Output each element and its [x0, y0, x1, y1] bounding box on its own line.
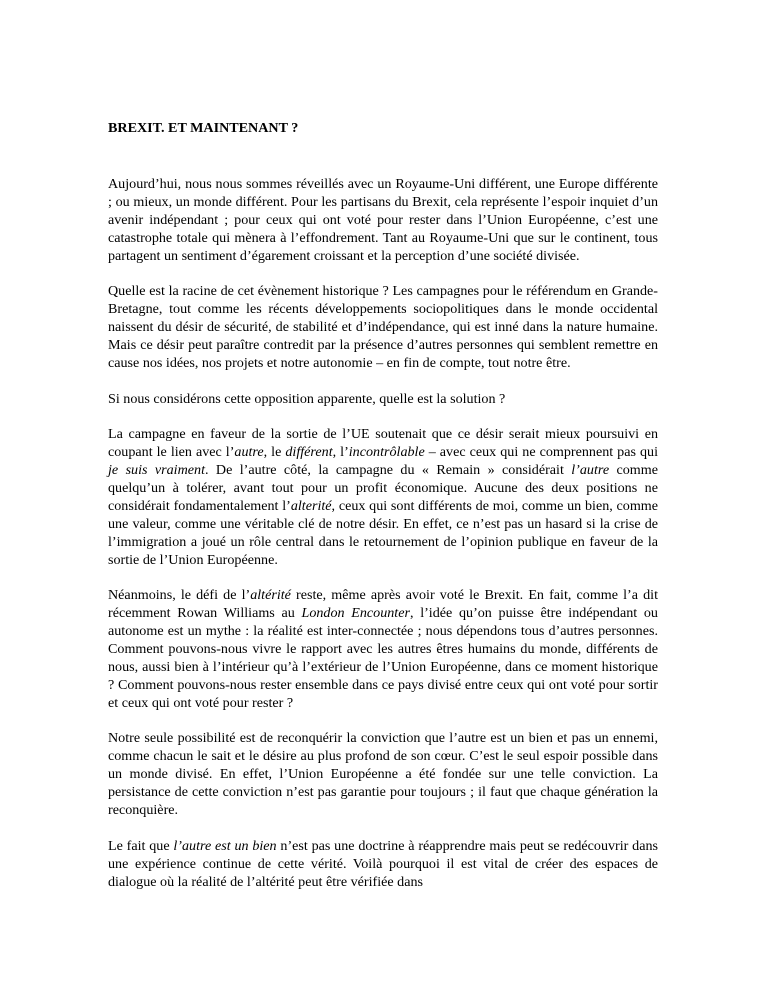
italic-text: l’autre est un bien — [173, 837, 277, 854]
italic-text: alterité — [290, 497, 332, 514]
paragraph — [108, 837, 658, 891]
paragraph-text: Si nous considérons cette opposition apparente, quelle est la solution ? — [108, 390, 506, 407]
paragraph-text: n’est pas une doctrine à réapprendre mais peut se redécouvrir dans une expérience continue de cette vérité. Voilà pourquoi il est vital de créer des espaces de dialogue où la réalité de l’altérité peut être vérifiée dans — [108, 837, 658, 890]
italic-text: différent — [285, 443, 333, 460]
italic-text: incontrôlable — [348, 443, 425, 460]
paragraph-text: , ceux qui sont différents de moi, comme un bien, comme une valeur, comme une véritable clé de notre désir. En effet, ce n’est pas un hasard si la crise de l’immigration a joué un rôle central dans le retournement de l’opinion publique en faveur de la sortie de l’Union Européenne. — [108, 497, 658, 568]
paragraph-text: – avec ceux qui ne comprennent pas qui — [424, 443, 658, 460]
paragraph — [108, 586, 658, 712]
paragraph — [108, 175, 658, 265]
document-body — [108, 175, 658, 891]
paragraph-text: La campagne en faveur de la sortie de l’UE soutenait que ce désir serait mieux poursuivi en coupant le lien avec l’ — [108, 425, 658, 460]
paragraph-text: Quelle est la racine de cet évènement historique ? Les campagnes pour le référendum en Grande-Bretagne, tout comme les récents développements sociopolitiques dans le monde occidental naissent du désir de sécurité, de stabilité et d’indépendance, qui est inné dans la nature humaine. Mais ce désir peut paraître contredit par la présence d’autres personnes qui semblent remettre en cause nos idées, nos projets et notre autonomie – en fin de compte, tout notre être. — [108, 283, 658, 372]
paragraph-text: , l’idée qu’on puisse être indépendant ou autonome est un mythe : la réalité est inter-connectée ; nous dépendons tous d’autres personnes. Comment pouvons-nous vivre le rapport avec les autres êtres humains du monde, différents de nous, aussi bien à l’intérieur qu’à l’extérieur de l’Union Européenne, dans ce moment historique ? Comment pouvons-nous rester ensemble dans ce pays divisé entre ceux qui ont voté pour sortir et ceux qui ont voté pour rester ? — [108, 604, 658, 712]
paragraph-text: , le — [263, 443, 286, 460]
paragraph — [108, 425, 658, 569]
italic-text: l’autre — [571, 461, 610, 478]
italic-text: autre — [234, 443, 264, 460]
paragraph-text: reste, même après avoir voté le Brexit. En fait, comme l’a dit récemment Rowan Williams au — [108, 586, 658, 621]
paragraph — [108, 390, 658, 408]
document-page — [108, 119, 658, 908]
paragraph — [108, 282, 658, 372]
paragraph — [108, 729, 658, 819]
italic-text: je suis vraiment — [108, 461, 205, 478]
paragraph-text: Néanmoins, le défi de l’ — [108, 586, 251, 603]
paragraph-text: , l’ — [332, 443, 349, 460]
italic-text: London Encounter — [301, 604, 410, 621]
paragraph-text: . De l’autre côté, la campagne du « Remain » considérait — [205, 461, 572, 478]
paragraph-text: Aujourd’hui, nous nous sommes réveillés avec un Royaume-Uni différent, une Europe différente ; ou mieux, un monde différent. Pour les partisans du Brexit, cela représente l’espoir inquiet d’un avenir indépendant ; pour ceux qui ont voté pour rester dans l’Union Européenne, c’est une catastrophe totale qui mènera à l’effondrement. Tant au Royaume-Uni que sur le continent, tous partagent un sentiment d’égarement croissant et la perception d’une société divisée. — [108, 176, 658, 265]
document-title: BREXIT. ET MAINTENANT ? — [108, 120, 299, 136]
italic-text: altérité — [250, 586, 291, 603]
paragraph-text: Notre seule possibilité est de reconquérir la conviction que l’autre est un bien et pas un ennemi, comme chacun le sait et le désire au plus profond de son cœur. C’est le seul espoir possible dans un monde divisé. En effet, l’Union Européenne a été fondée sur une telle conviction. La persistance de cette conviction n’est pas garantie pour toujours ; il faut que chaque génération la reconquière. — [108, 730, 658, 819]
paragraph-text: Le fait que — [108, 837, 174, 854]
paragraph-text: comme quelqu’un à tolérer, avant tout pour un profit économique. Aucune des deux positions ne considérait fondamentalement l’ — [108, 461, 658, 514]
